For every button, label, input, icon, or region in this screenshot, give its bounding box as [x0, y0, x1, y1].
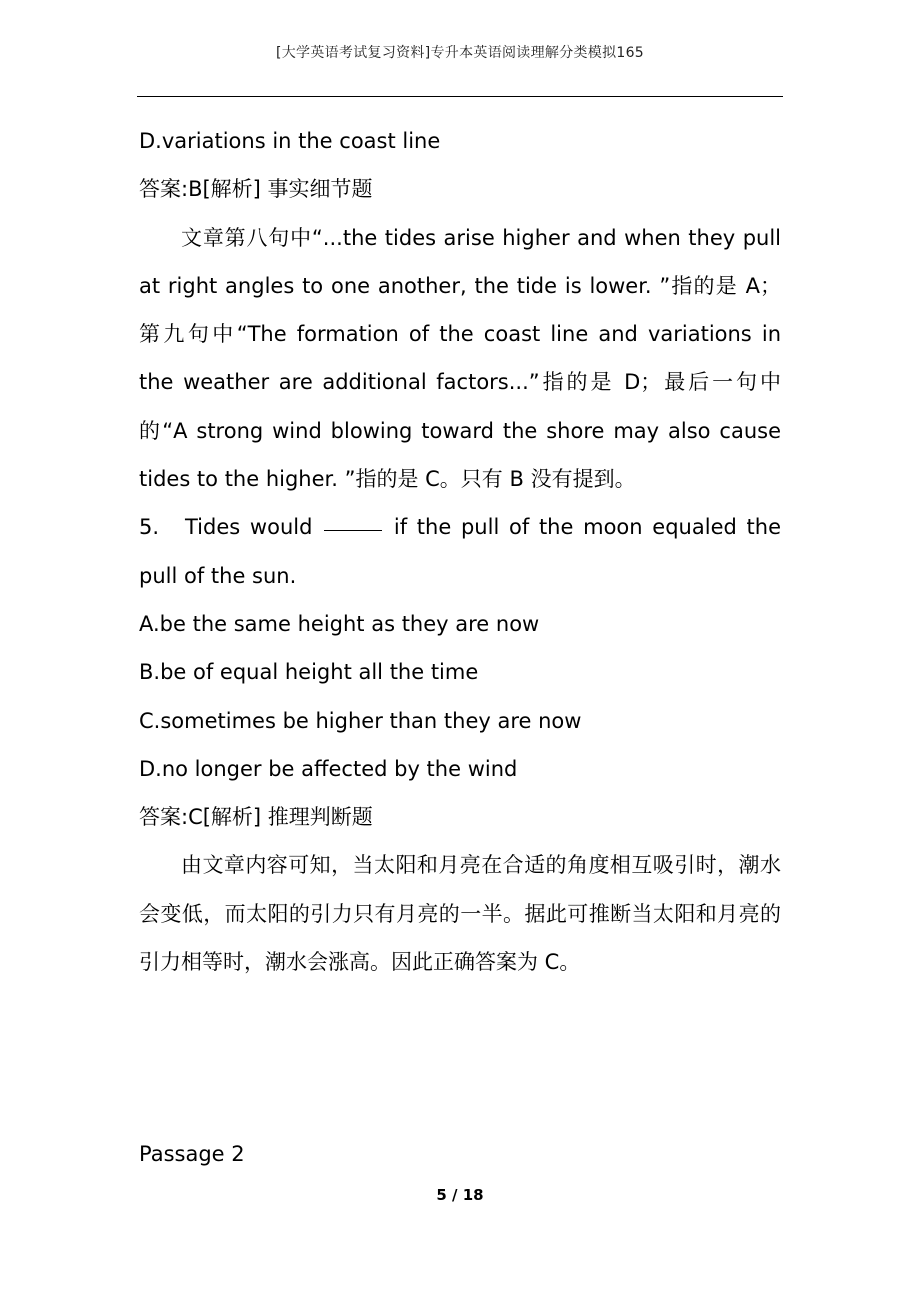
passage-title: Passage 2: [139, 1142, 245, 1167]
q5-blank: [324, 529, 382, 531]
q5-option-b: B.be of equal height all the time: [139, 660, 479, 685]
q5-option-d: D.no longer be affected by the wind: [139, 756, 518, 781]
q5-option-a: A.be the same height as they are now: [139, 611, 540, 636]
section-spacer: [139, 986, 781, 1130]
q5-stem: [139, 503, 781, 600]
header-divider: [137, 96, 783, 97]
q5-option-c: C.sometimes be higher than they are now: [139, 708, 582, 733]
q5-answer: 答案:C[解析] 推理判断题: [139, 805, 373, 830]
document-header-title: [大学英语考试复习资料]专升本英语阅读理解分类模拟165: [275, 45, 645, 61]
q4-option-d: D.variations in the coast line: [139, 129, 441, 153]
q4-explanation: 文章第八句中“...the tides arise higher and when they pull at right angles to one another, the tide is lower. ”指的是 A；第九句中“The formation of the coast line and variations in the weather are additional factors...”指的是 D；最后一句中的“A strong wind blowing toward the shore may also cause tides to the higher. ”指的是 C。只有 B 没有提到。: [139, 225, 781, 492]
q5-explanation: 由文章内容可知，当太阳和月亮在合适的角度相互吸引时，潮水会变低，而太阳的引力只有月亮的一半。据此可推断当太阳和月亮的引力相等时，潮水会涨高。因此正确答案为 C。: [139, 853, 781, 975]
q4-answer: 答案:B[解析] 事实细节题: [139, 177, 373, 202]
q5-number: 5.: [139, 515, 160, 540]
q5-stem-after: if the pull of the moon equaled the pull of the sun.: [139, 515, 781, 588]
q5-stem-before: Tides would: [185, 515, 323, 540]
page-number: 5 / 18: [436, 1186, 484, 1204]
document-body: [139, 117, 781, 1179]
